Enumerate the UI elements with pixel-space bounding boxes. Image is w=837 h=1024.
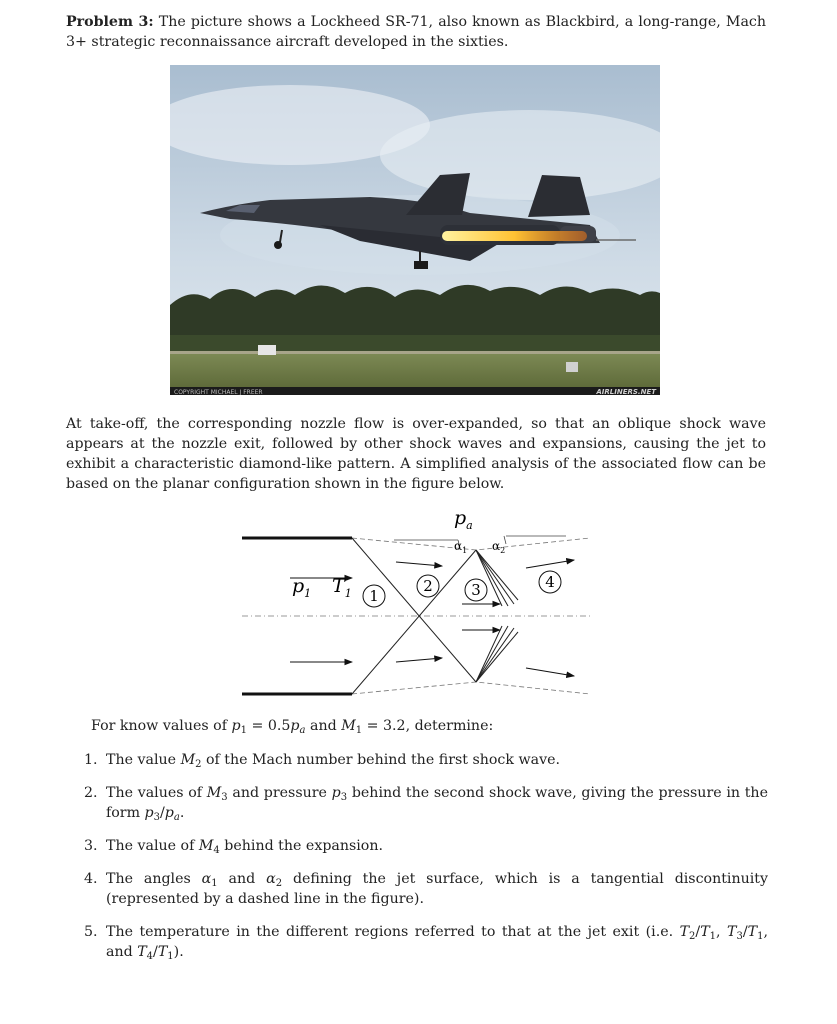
p1-label: $p_1$ (292, 575, 312, 600)
problem-intro (66, 12, 766, 52)
question-item: 5. The temperature in the different regions referred to that at the jet exit (i.e. $T_2/T_1$, $T_3/T_1$, and $T_4/T_1$). (84, 924, 768, 962)
question-list (84, 750, 768, 975)
region-markers (363, 571, 561, 607)
pa-label: $p_a$ (454, 507, 473, 532)
question-item: 2. The values of $M_3$ and pressure $p_3$ behind the second shock wave, giving the pressure in the form $p_3/p_a$. (84, 785, 768, 823)
problem-intro-text: The picture shows a Lockheed SR-71, also known as Blackbird, a long-range, Mach 3+ strategic reconnaissance aircraft developed in the sixties. (66, 14, 766, 50)
question-item: 4. The angles $\alpha_1$ and $\alpha_2$ defining the jet surface, which is a tangential discontinuity (represented by a dashed line in the figure). (84, 871, 768, 907)
jet-boundary-top (352, 538, 590, 550)
alpha2-label: $\alpha_2$ (492, 539, 506, 555)
question-item: 3. The value of $M_4$ behind the expansion. (84, 838, 383, 856)
problem-label: Problem 3: (66, 14, 154, 30)
photo-credit-left: COPYRIGHT MICHAEL J FREER (174, 389, 263, 395)
expansion-fan-top (476, 550, 518, 606)
nozzle-flow-diagram (236, 500, 596, 710)
expansion-fan-bottom (476, 626, 518, 682)
sr71-photo (170, 65, 660, 395)
region-2: 2 (423, 577, 433, 595)
photo-credit-right: AIRLINERS.NET (596, 388, 656, 395)
region-4: 4 (545, 573, 555, 591)
question-item: 1. The value $M_2$ of the Mach number behind the first shock wave. (84, 752, 561, 770)
alpha1-label: $\alpha_1$ (454, 539, 468, 555)
takeoff-paragraph: At take-off, the corresponding nozzle flow is over-expanded, so that an oblique shock wave appears at the nozzle exit, followed by other shock waves and expansions, causing the jet to exhibit a characteristic diamond-like pattern. A simplified analysis of the associated flow can be based on the planar configuration shown in the figure below. (66, 416, 766, 492)
region-3: 3 (471, 581, 481, 599)
region-1: 1 (369, 587, 379, 605)
t1-label: $T_1$ (332, 575, 352, 600)
jet-boundary-bottom (352, 682, 590, 694)
shock-1-bottom (352, 550, 476, 694)
task-statement: For know values of $p_1 = 0.5p_a$ and $M_1 = 3.2$, determine: (91, 718, 494, 736)
